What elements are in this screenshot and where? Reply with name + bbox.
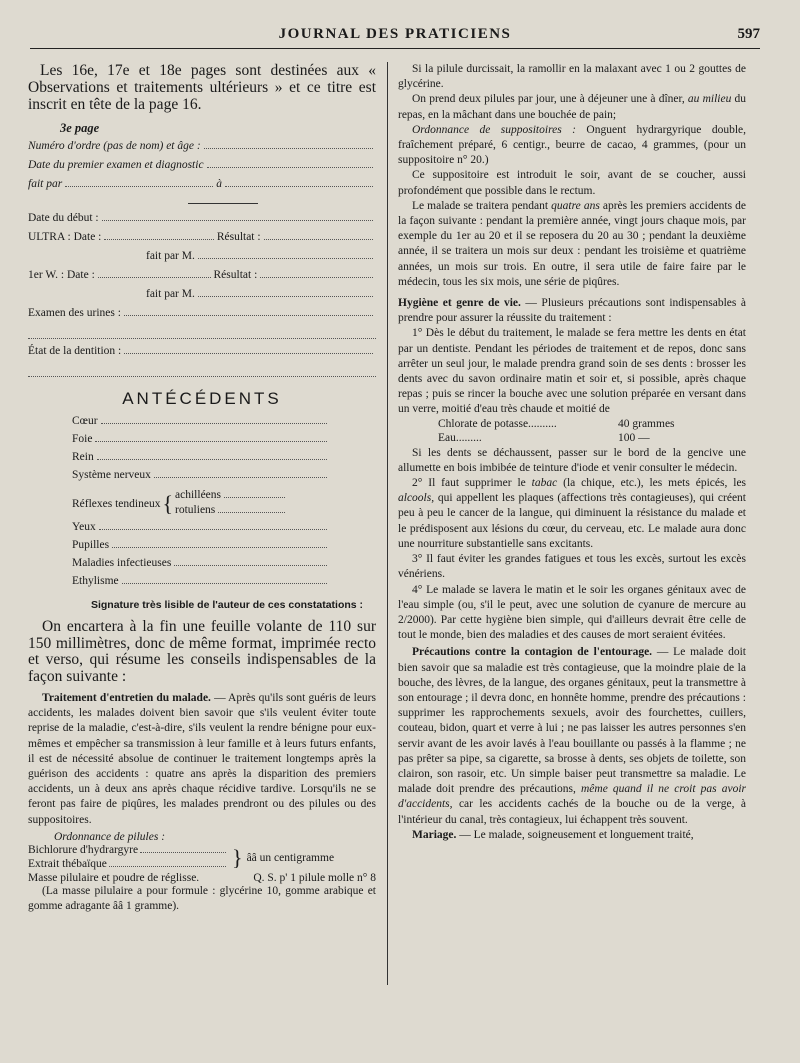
paragraph: Hygiène et genre de vie. — Plusieurs précautions sont indispensables à prendre pour assurer la réussite du traitement : (398, 297, 746, 325)
paragraph: Ordonnance de suppositoires : Onguent hydrargyrique double, fraîchement préparé, 6 centigr., beurre de cacao, 4 grammes, (pour un suppositoire n° 20.) (398, 123, 746, 167)
paragraph: 1° Dès le début du traitement, le malade se fera mettre les dents en état par un dentiste. Pendant les périodes de traitement et de repos, donc sans arrêter un seul jour, le malade prendra grand soin de ses dents : brosser les dents avec du savon ordinaire matin et soir et, si possible, après chaque repas ; puis se rincer la bouche avec une solution préparée en versant dans un verre, moitié d'eau très chaude et moitié de (398, 327, 746, 416)
intro-paragraph: Les 16e, 17e et 18e pages sont destinées aux « Observations et traitements ultérieurs » et ce titre est inscrit en tête de la page 16. (28, 62, 376, 113)
column-divider (387, 62, 388, 985)
antecedent-row: Rein (72, 451, 327, 469)
form-row-w: 1er W. : Date : Résultat : (28, 269, 376, 288)
right-column (398, 62, 746, 1049)
prescription-block: Bichlorure d'hydrargyre Extrait thébaïque } ââ un centigramme (28, 843, 335, 870)
form-row-date-debut: Date du début : (28, 212, 376, 231)
form-row-urines: Examen des urines : (28, 307, 376, 326)
form-row-ultra-fait-par: fait par M. (146, 250, 376, 269)
form-row-numero: Numéro d'ordre (pas de nom) et âge : (28, 140, 376, 159)
antecedent-row: Ethylisme (72, 575, 327, 593)
antecedent-row: Système nerveux (72, 469, 327, 487)
masse-line: Masse pilulaire et poudre de réglisse. Q. S. p' 1 pilule molle n° 8 (28, 871, 376, 884)
paragraph: On prend deux pilules par jour, une à déjeuner une à dîner, au milieu du repas, en la mâchant dans une bouchée de pain; (398, 93, 746, 121)
form-row-ultra: ULTRA : Date : Résultat : (28, 231, 376, 250)
reflexes-row: Réflexes tendineux { achilléens rotuliens (72, 487, 376, 521)
paragraph: Le malade se traitera pendant quatre ans après les premiers accidents de la façon suivante : pendant la première année, vingt jours chaque mois, par exemple du 1er au 20 et il se reposera du 20 au 30 ; pendant la deuxième année, il se traitera un mois sur deux : pendant les troisième et quatrième années, un mois sur trois. En outre, il sera utile de faire faire par le médecin, tous les six mois, une série de piqûres. (398, 199, 746, 288)
formula-block: Chlorate de potasse.......... 40 grammes Eau......... 100 — (438, 417, 675, 444)
left-column (28, 62, 376, 1049)
paragraph: Ce suppositoire est introduit le soir, avant de se coucher, aussi profondément que possible dans le rectum. (398, 169, 746, 197)
encartera-paragraph: On encartera à la fin une feuille volante de 110 sur 150 millimètres, donc de même format, imprimée recto et verso, qui résume les conseils indispensables de la façon suivante : (28, 618, 376, 685)
form-row-fait-par: fait par à (28, 178, 376, 197)
antecedent-row: Yeux (72, 521, 327, 539)
paragraph: Si les dents se déchaussent, passer sur le bord de la gencive une allumette en bois imbibée de teinture d'iode et venir consulter le médecin. (398, 446, 746, 474)
signature-line: Signature très lisible de l'auteur de ces constatations : (90, 599, 364, 611)
paragraph: Précautions contre la contagion de l'entourage. — Le malade doit bien savoir que sa maladie est très contagieuse, que la moindre plaie de la bouche, des lèvres, de la langue, des organes génitaux, peut la transmettre à son entourage ; il devra donc, en honnête homme, prendre des précautions : supprimer les rapprochements sexuels, avoir des fourchettes, cuillers, couteau, bidon, quart et verre à lui ; ne pas laisser les autres personnes s'en servir avant de les avoir lavés à l'eau bouillante ou passés à la flamme ; ne pas prêter sa pipe, sa cigarette, sa brosse à dents, ses objets de toilette, son clairon, son rasoir, etc. Un simple baiser peut transmettre sa maladie. Le malade doit prendre des précautions, même quand il ne croit pas avoir d'accidents, car les accidents cachés de la bouche ou de la verge, à l'intérieur du canal, très contagieux, lui échappent très souvent. (398, 646, 746, 826)
antecedent-row: Maladies infectieuses (72, 557, 327, 575)
blank-line (28, 364, 376, 377)
paragraph: 3° Il faut éviter les grandes fatigues et tous les excès, surtout les excès vénériens. (398, 553, 746, 581)
paragraph: 2° Il faut supprimer le tabac (la chique, etc.), les mets épicés, les alcools, qui appellent les plaques (affections très contagieuses), qui créent peu à peu le cancer de la langue, qui diminuent la résistance du malade et le prédisposent aux lésions du cœur, du cerveau, etc. Le malade aura donc une nourriture substantielle sans excitants. (398, 477, 746, 550)
brace: { (162, 491, 174, 516)
paragraph: 4° Le malade se lavera le matin et le soir les organes génitaux avec de l'eau simple (ou, s'il le peut, avec une solution de cyanure de mercure au 2/2000). Par cette hygiène bien simple, qui d'ailleurs devrait être celle de tout le monde, bien des maladies et des causes de mort seraient évitées. (398, 583, 746, 642)
traitement-paragraph: Traitement d'entretien du malade. — Après qu'ils sont guéris de leurs accidents, les malades doivent bien savoir que s'ils veulent éviter toute reprise de la maladie, c'est-à-dire, s'ils veulent la rendre bénigne pour eux-mêmes et empêcher sa transmission à leur famille et à leurs futurs enfants, il est de nécessité absolue de continuer le traitement longtemps après la guérison des accidents : quatre ans après la disparition des premiers accidents, un à deux ans après chaque récidive tardive. Lorsqu'ils ne se feront pas faire de piqûres, les malades prendront ou des pilules ou des suppositoires. (28, 692, 376, 826)
ordonnance-pilules-label: Ordonnance de pilules : (54, 830, 166, 843)
antecedent-row: Cœur (72, 415, 327, 433)
form-row-dentition: État de la dentition : (28, 345, 376, 364)
page-number: 597 (737, 26, 760, 42)
antecedent-row: Foie (72, 433, 327, 451)
form-row-date-examen: Date du premier examen et diagnostic (28, 159, 376, 178)
blank-line (28, 326, 376, 339)
form-row-w-fait-par: fait par M. (146, 288, 376, 307)
antecedents-title: ANTÉCÉDENTS (122, 389, 282, 408)
brace: } (232, 844, 243, 870)
antecedent-row: Pupilles (72, 539, 327, 557)
paragraph: Si la pilule durcissait, la ramollir en la malaxant avec 1 ou 2 gouttes de glycérine. (398, 63, 746, 91)
masse-note: (La masse pilulaire a pour formule : glycérine 10, gomme arabique et gomme adragante ââ 1 gramme). (28, 884, 376, 913)
running-header (30, 22, 760, 49)
page3-label: 3e page (60, 121, 100, 135)
journal-title: JOURNAL DES PRATICIENS (278, 26, 512, 42)
separator-rule (188, 203, 258, 204)
paragraph: Mariage. — Le malade, soigneusement et longuement traité, (412, 828, 694, 841)
